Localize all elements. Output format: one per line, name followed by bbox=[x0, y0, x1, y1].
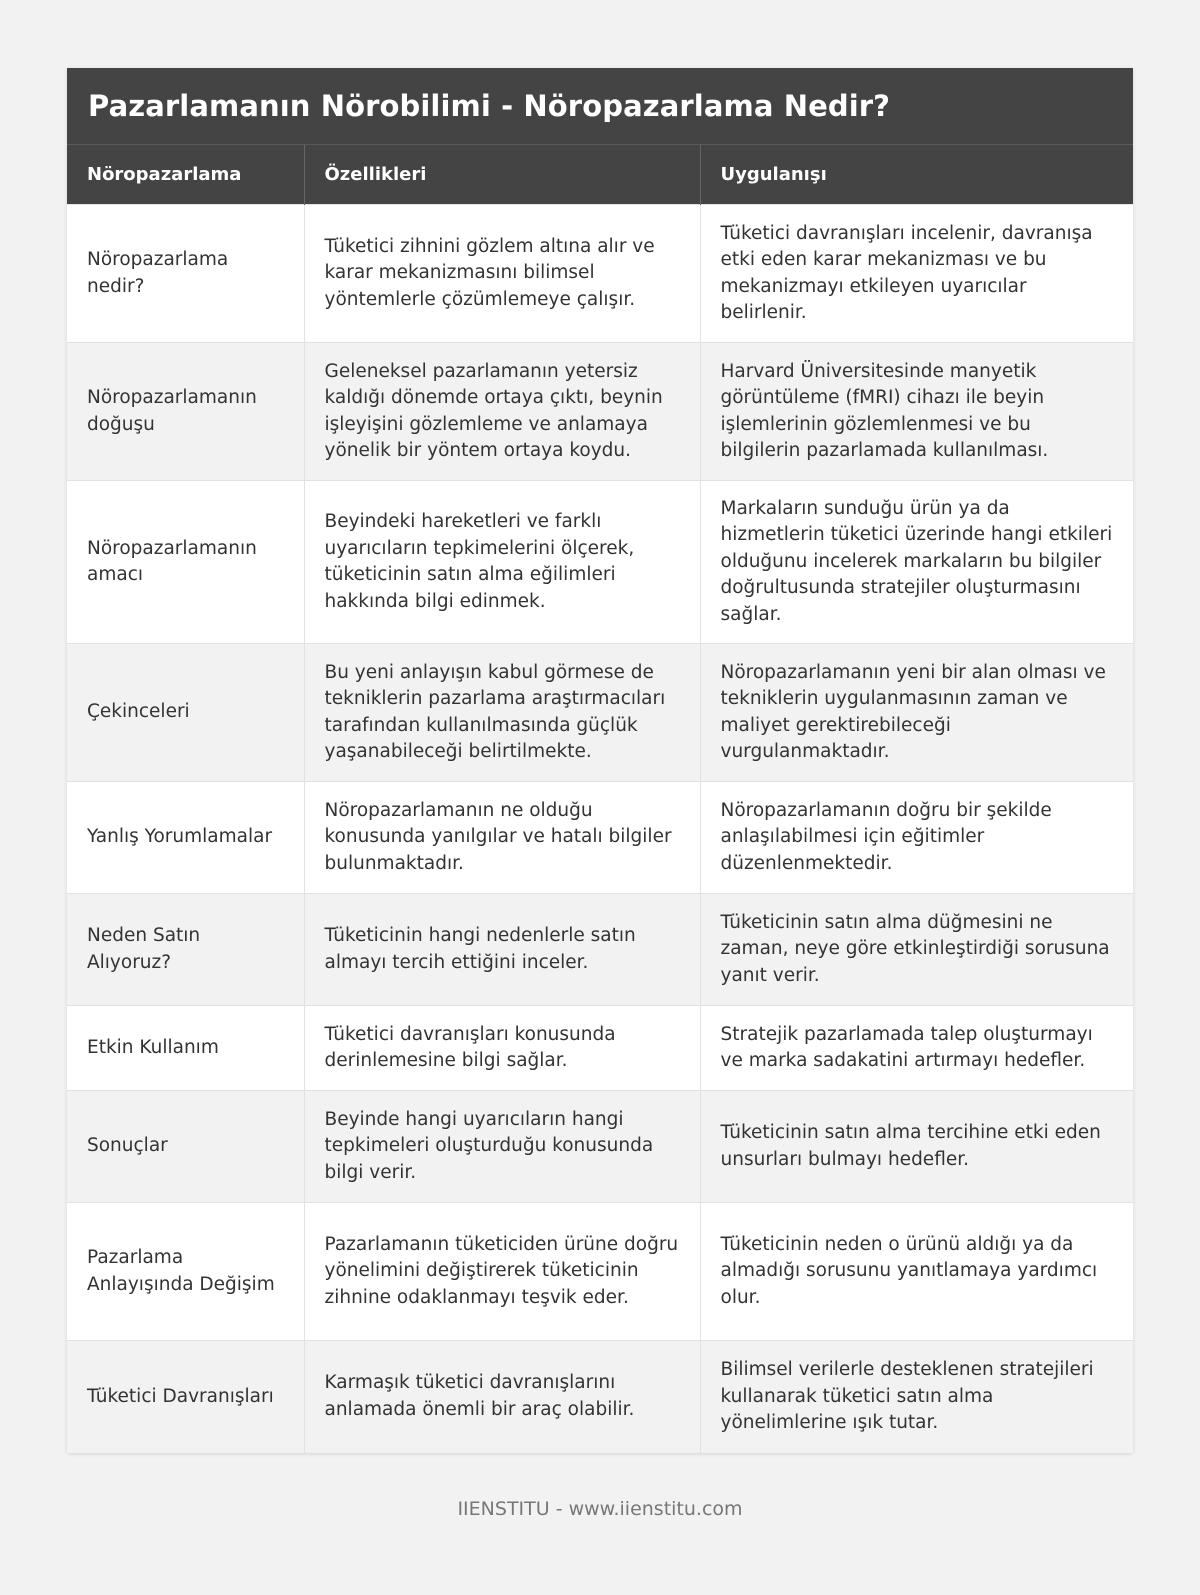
table-cell: Sonuçlar bbox=[67, 1091, 304, 1203]
table-cell: Nöropazarlama nedir? bbox=[67, 205, 304, 343]
table-cell: Karmaşık tüketici davranışlarını anlamada önemli bir araç olabilir. bbox=[304, 1341, 700, 1453]
table-cell: Tüketici davranışları konusunda derinlemesine bilgi sağlar. bbox=[304, 1006, 700, 1091]
table-cell: Markaların sunduğu ürün ya da hizmetlerin tüketici üzerinde hangi etkileri olduğunu incelerek markaların bu bilgiler doğrultusunda stratejiler oluşturmasını sağlar. bbox=[700, 481, 1133, 644]
table-cell: Yanlış Yorumlamalar bbox=[67, 782, 304, 894]
table-cell: Harvard Üniversitesinde manyetik görüntüleme (fMRI) cihazı ile beyin işlemlerinin gözlemlenmesi ve bu bilgilerin pazarlamada kullanılması. bbox=[700, 343, 1133, 481]
table-row bbox=[67, 1203, 1133, 1341]
table-cell: Tüketicinin hangi nedenlerle satın almayı tercih ettiğini inceler. bbox=[304, 894, 700, 1006]
table-cell: Nöropazarlamanın amacı bbox=[67, 481, 304, 644]
table-cell: Çekinceleri bbox=[67, 644, 304, 782]
table-cell: Etkin Kullanım bbox=[67, 1006, 304, 1091]
table-cell: Nöropazarlamanın ne olduğu konusunda yanılgılar ve hatalı bilgiler bulunmaktadır. bbox=[304, 782, 700, 894]
table-row bbox=[67, 481, 1133, 644]
table-cell: Stratejik pazarlamada talep oluşturmayı ve marka sadakatini artırmayı hedefler. bbox=[700, 1006, 1133, 1091]
table-cell: Beyinde hangi uyarıcıların hangi tepkimeleri oluşturduğu konusunda bilgi verir. bbox=[304, 1091, 700, 1203]
table-cell: Beyindeki hareketleri ve farklı uyarıcıların tepkimelerini ölçerek, tüketicinin satın alma eğilimleri hakkında bilgi edinmek. bbox=[304, 481, 700, 644]
column-header: Uygulanışı bbox=[700, 145, 1133, 205]
table-cell: Bu yeni anlayışın kabul görmese de tekniklerin pazarlama araştırmacıları tarafından kullanılmasında güçlük yaşanabileceği belirtilmekte. bbox=[304, 644, 700, 782]
table-row bbox=[67, 894, 1133, 1006]
table-cell: Tüketici Davranışları bbox=[67, 1341, 304, 1453]
column-header: Nöropazarlama bbox=[67, 145, 304, 205]
table-cell: Geleneksel pazarlamanın yetersiz kaldığı dönemde ortaya çıktı, beynin işleyişini gözlemleme ve anlamaya yönelik bir yöntem ortaya koydu. bbox=[304, 343, 700, 481]
table-cell: Nöropazarlamanın doğru bir şekilde anlaşılabilmesi için eğitimler düzenlenmektedir. bbox=[700, 782, 1133, 894]
table-row bbox=[67, 644, 1133, 782]
table-cell: Tüketicinin satın alma tercihine etki eden unsurları bulmayı hedefler. bbox=[700, 1091, 1133, 1203]
data-table bbox=[67, 144, 1133, 1453]
table-cell: Neden Satın Alıyoruz? bbox=[67, 894, 304, 1006]
table-cell: Nöropazarlamanın yeni bir alan olması ve tekniklerin uygulanmasının zaman ve maliyet gerektirebileceği vurgulanmaktadır. bbox=[700, 644, 1133, 782]
table-cell: Tüketicinin satın alma düğmesini ne zaman, neye göre etkinleştirdiği sorusuna yanıt verir. bbox=[700, 894, 1133, 1006]
table-row bbox=[67, 343, 1133, 481]
table-row bbox=[67, 1091, 1133, 1203]
header-row bbox=[67, 145, 1133, 205]
table-row bbox=[67, 1006, 1133, 1091]
column-header: Özellikleri bbox=[304, 145, 700, 205]
table-cell: Tüketici davranışları incelenir, davranışa etki eden karar mekanizması ve bu mekanizmayı etkileyen uyarıcılar belirlenir. bbox=[700, 205, 1133, 343]
table-cell: Tüketici zihnini gözlem altına alır ve karar mekanizmasını bilimsel yöntemlerle çözümlemeye çalışır. bbox=[304, 205, 700, 343]
table-cell: Pazarlamanın tüketiciden ürüne doğru yönelimini değiştirerek tüketicinin zihnine odaklanmayı teşvik eder. bbox=[304, 1203, 700, 1341]
table-cell: Nöropazarlamanın doğuşu bbox=[67, 343, 304, 481]
table-cell: Bilimsel verilerle desteklenen stratejileri kullanarak tüketici satın alma yönelimlerine ışık tutar. bbox=[700, 1341, 1133, 1453]
table-cell: Tüketicinin neden o ürünü aldığı ya da almadığı sorusunu yanıtlamaya yardımcı olur. bbox=[700, 1203, 1133, 1341]
table-card bbox=[67, 68, 1133, 1453]
table-row bbox=[67, 782, 1133, 894]
table-row bbox=[67, 205, 1133, 343]
footer-credit: IIENSTITU - www.iienstitu.com bbox=[457, 1498, 743, 1520]
table-row bbox=[67, 1341, 1133, 1453]
table-cell: Pazarlama Anlayışında Değişim bbox=[67, 1203, 304, 1341]
table-title: Pazarlamanın Nörobilimi - Nöropazarlama Nedir? bbox=[67, 68, 1133, 144]
